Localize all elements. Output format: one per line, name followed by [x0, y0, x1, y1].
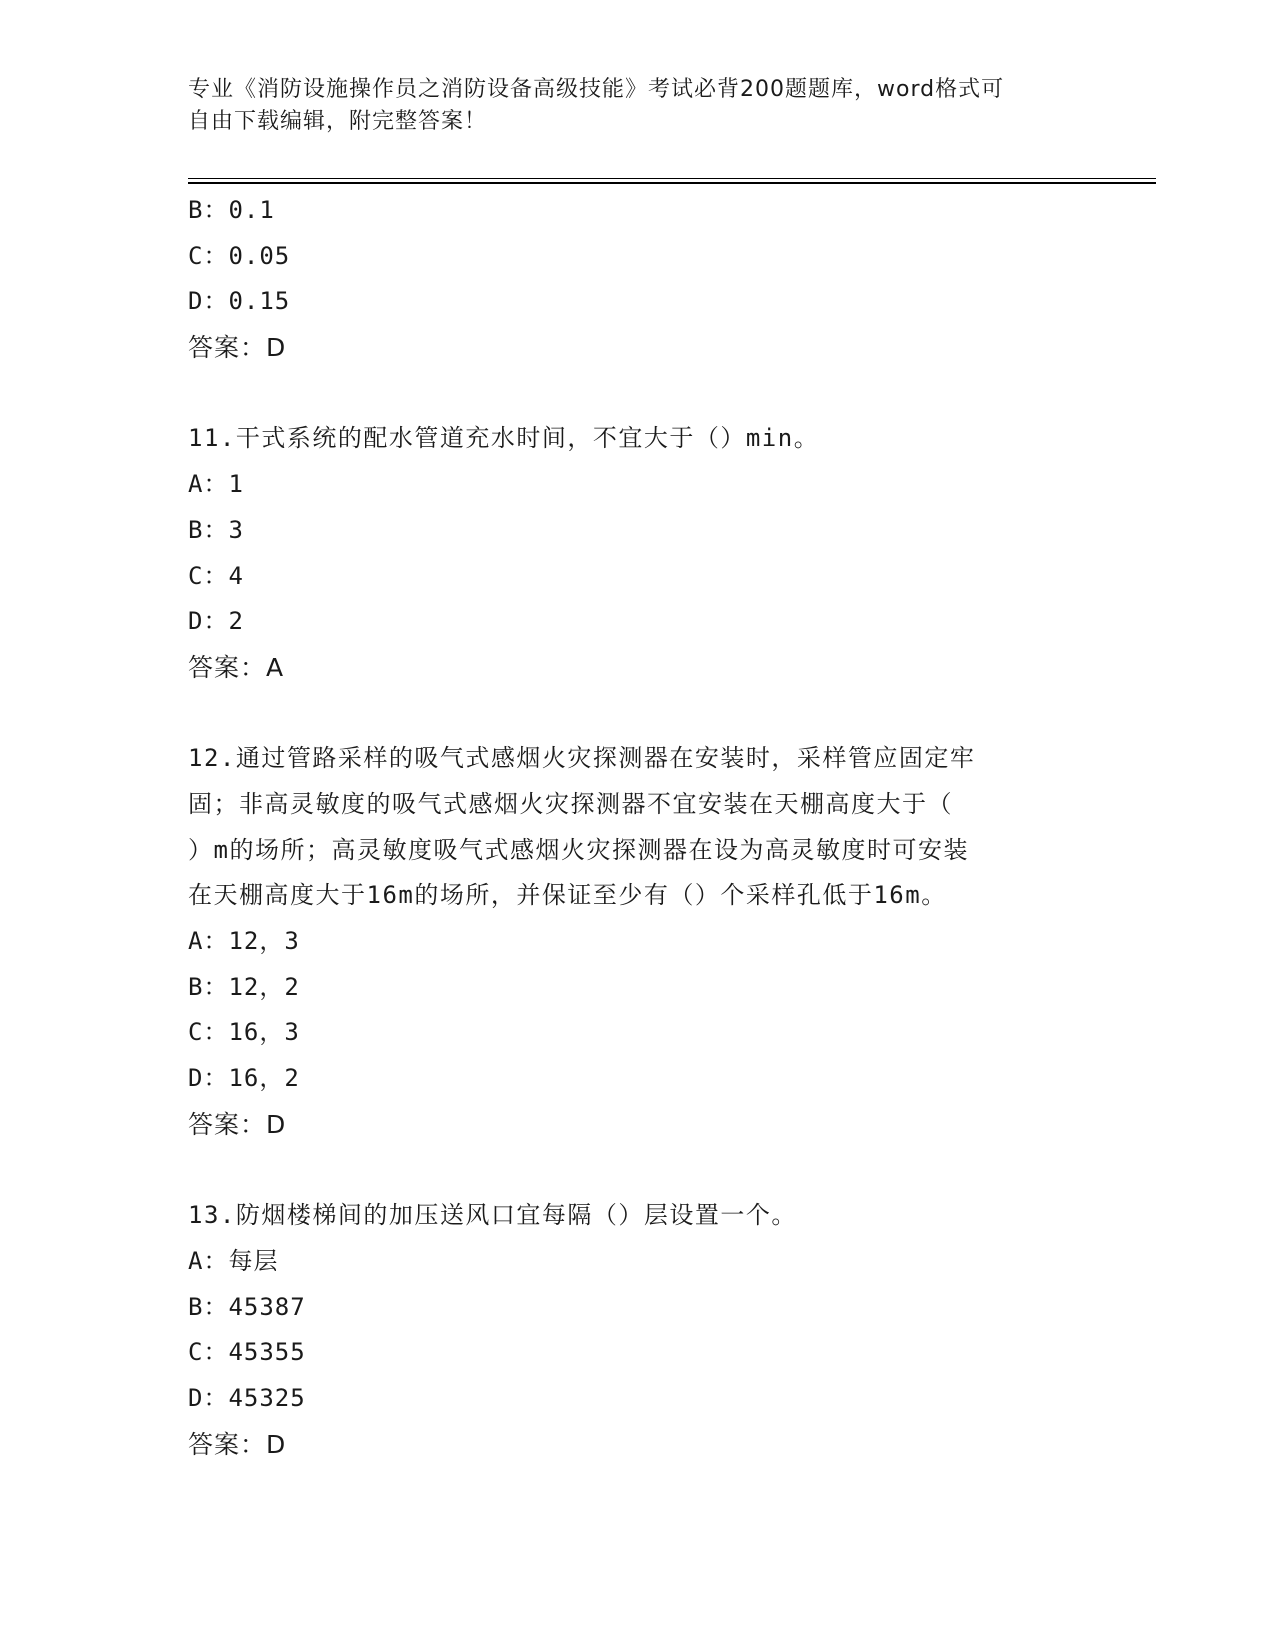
option-d: D：0.15	[188, 287, 291, 316]
question-text	[188, 416, 1108, 462]
option-b: B：0.1	[188, 196, 275, 224]
header-line-1: 专业《消防设施操作员之消防设备高级技能》考试必背200题题库，word格式可	[188, 77, 1005, 102]
option-d: D：45325	[188, 1383, 306, 1412]
question-block-12	[188, 736, 1108, 1147]
header-divider-thick	[188, 182, 1156, 184]
question-text-line: 12.通过管路采样的吸气式感烟火灾探测器在安装时，采样管应固定牢	[188, 744, 976, 773]
question-block-10	[188, 188, 1108, 371]
option-c: C：16，3	[188, 1018, 300, 1047]
question-text-line: ）m的场所；高灵敏度吸气式感烟火灾探测器在设为高灵敏度时可安装	[188, 835, 969, 864]
option-a: A：1	[188, 470, 244, 499]
option-b: B：3	[188, 515, 244, 544]
option-b: B：45387	[188, 1292, 306, 1321]
answer-line: 答案：D	[188, 333, 287, 363]
header-line-2: 自由下载编辑，附完整答案！	[188, 109, 488, 134]
option-c: C：45355	[188, 1338, 306, 1367]
option-d: D：2	[188, 607, 244, 636]
option-c: C：4	[188, 561, 244, 590]
answer-line: 答案：D	[188, 1109, 287, 1139]
question-list	[188, 188, 1108, 1467]
question-text-line: 在天棚高度大于16m的场所，并保证至少有（）个采样孔低于16m。	[188, 881, 947, 910]
question-text-line: 13.防烟楼梯间的加压送风口宜每隔（）层设置一个。	[188, 1201, 797, 1230]
option-a: A：12，3	[188, 927, 300, 955]
option-b: B：12，2	[188, 972, 300, 1001]
question-text	[188, 736, 1108, 919]
question-text-line: 11.干式系统的配水管道充水时间，不宜大于（）min。	[188, 424, 820, 453]
document-header	[188, 74, 1068, 138]
answer-line: 答案：D	[188, 1429, 287, 1459]
question-block-13	[188, 1193, 1108, 1467]
spacer	[188, 1147, 1108, 1193]
header-divider-thin	[188, 178, 1156, 179]
option-d: D：16，2	[188, 1064, 300, 1093]
question-block-11	[188, 416, 1108, 690]
option-a: A：每层	[188, 1246, 279, 1275]
option-c: C：0.05	[188, 241, 291, 270]
question-text-line: 固；非高灵敏度的吸气式感烟火灾探测器不宜安装在天棚高度大于（	[188, 789, 953, 818]
answer-line: 答案：A	[188, 652, 285, 682]
spacer	[188, 691, 1108, 737]
spacer	[188, 371, 1108, 417]
question-text	[188, 1193, 1108, 1239]
